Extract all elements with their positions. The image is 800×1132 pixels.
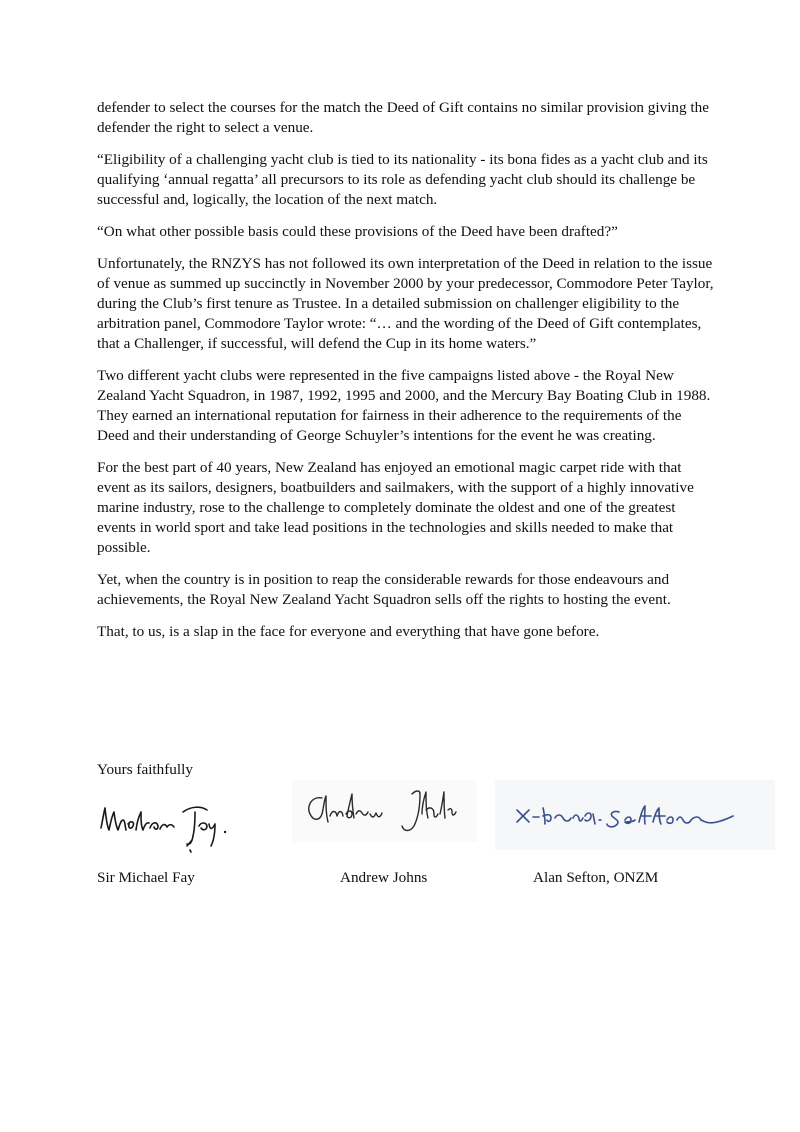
signature-scribble-icon [95,790,245,855]
signature-scribble-icon [495,780,775,850]
paragraph: Yet, when the country is in position to reap the considerable rewards for those endeavours and achievements, the Royal New Zealand Yacht Squadron sells off the rights to hosting the event. [97,571,671,608]
closing-salutation: Yours faithfully [97,761,193,778]
signature-alan-sefton [495,780,775,850]
signature-michael-fay [95,790,245,855]
paragraph: That, to us, is a slap in the face for everyone and everything that have gone before. [97,623,600,640]
paragraph: defender to select the courses for the match the Deed of Gift contains no similar provision giving the defender the right to select a venue. [97,99,709,136]
signatory-name: Alan Sefton, ONZM [533,869,659,886]
signatory-name: Sir Michael Fay [97,869,195,886]
paragraph: “Eligibility of a challenging yacht club is tied to its nationality - its bona fides as a yacht club and its qualifying ‘annual regatta’ all precursors to its role as defending yacht club should its challenge be successful and, logically, the location of the next match. [97,151,708,208]
signatory-name: Andrew Johns [340,869,428,886]
signature-andrew-johns [292,780,477,842]
letter-body [97,98,717,654]
signature-scribble-icon [292,780,477,842]
paragraph: Unfortunately, the RNZYS has not followed its own interpretation of the Deed in relation to the issue of venue as summed up succinctly in November 2000 by your predecessor, Commodore Peter Taylor, during the Club’s first tenure as Trustee. In a detailed submission on challenger eligibility to the arbitration panel, Commodore Taylor wrote: “… and the wording of the Deed of Gift contemplates, that a Challenger, if successful, will defend the Cup in its home waters.” [97,255,714,352]
paragraph: For the best part of 40 years, New Zealand has enjoyed an emotional magic carpet ride with that event as its sailors, designers, boatbuilders and sailmakers, with the support of a highly innovative marine industry, rose to the challenge to completely dominate the oldest and one of the greatest events in world sport and take lead positions in the technologies and skills needed to make that possible. [97,459,694,556]
paragraph: “On what other possible basis could these provisions of the Deed have been drafted?” [97,223,618,240]
paragraph: Two different yacht clubs were represented in the five campaigns listed above - the Royal New Zealand Yacht Squadron, in 1987, 1992, 1995 and 2000, and the Mercury Bay Boating Club in 1988. They earned an international reputation for fairness in their adherence to the requirements of the Deed and their understanding of George Schuyler’s intentions for the event he was creating. [97,367,711,444]
